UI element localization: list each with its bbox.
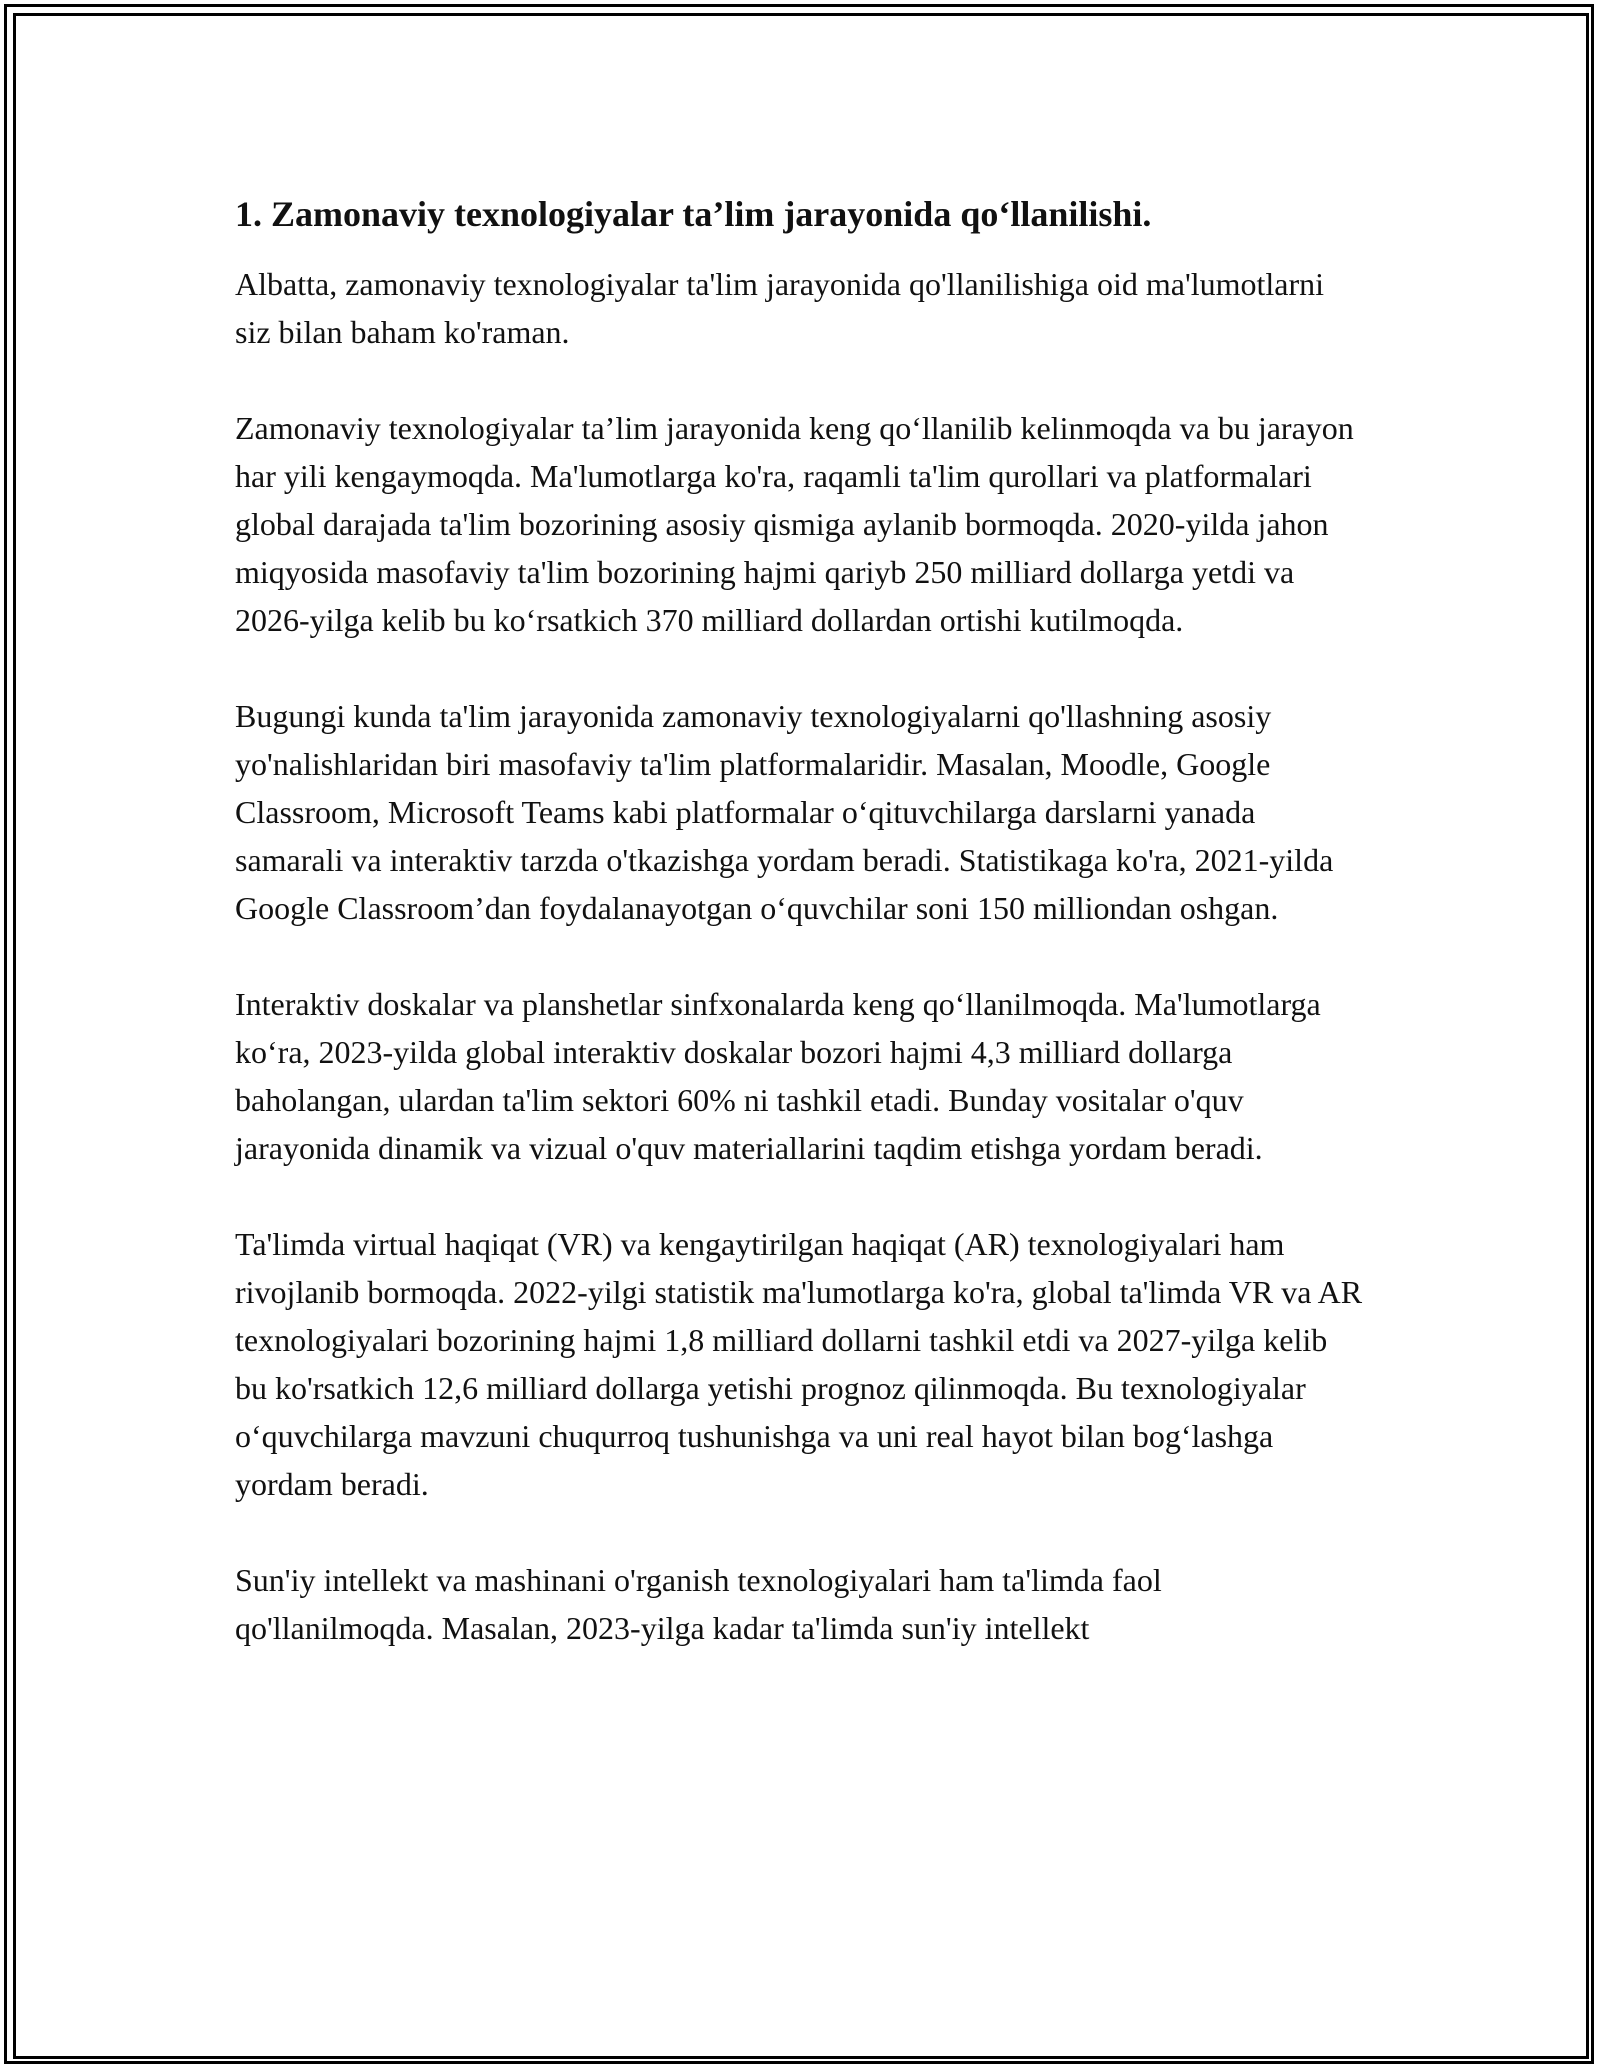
paragraph-interactive-boards: Interaktiv doskalar va planshetlar sinfxonalarda keng qo‘llanilmoqda. Ma'lumotlarga ko‘ra, 2023-yilda global interaktiv doskalar bozori hajmi 4,3 milliard dollarga baholangan, ulardan ta'lim sektori 60% ni tashkil etadi. Bunday vositalar o'quv jarayonida dinamik va vizual o'quv materiallarini taqdim etishga yordam beradi. (235, 986, 1321, 1166)
paragraph-ai: Sun'iy intellekt va mashinani o'rganish texnologiyalari ham ta'limda faol qo'llanilmoqda. Masalan, 2023-yilga kadar ta'limda sun'iy intellekt (235, 1562, 1162, 1646)
paragraph-distance-platforms: Bugungi kunda ta'lim jarayonida zamonaviy texnologiyalarni qo'llashning asosiy yo'nalishlaridan biri masofaviy ta'lim platformalaridir. Masalan, Moodle, Google Classroom, Microsoft Teams kabi platformalar o‘qituvchilarga darslarni yanada samarali va interaktiv tarzda o'tkazishga yordam beradi. Statistikaga ko'ra, 2021-yilda Google Classroom’dan foydalanayotgan o‘quvchilar soni 150 milliondan oshgan. (235, 698, 1334, 926)
document-title: 1. Zamonaviy texnologiyalar ta’lim jarayonida qo‘llanilishi. (235, 194, 1152, 234)
paragraph-vr-ar: Ta'limda virtual haqiqat (VR) va kengaytirilgan haqiqat (AR) texnologiyalari ham rivojlanib bormoqda. 2022-yilgi statistik ma'lumotlarga ko'ra, global ta'limda VR va AR texnologiyalari bozorining hajmi 1,8 milliard dollarni tashkil etdi va 2027-yilga kelib bu ko'rsatkich 12,6 milliard dollarga yetishi prognoz qilinmoqda. Bu texnologiyalar o‘quvchilarga mavzuni chuqurroq tushunishga va uni real hayot bilan bog‘lashga yordam beradi. (235, 1226, 1363, 1502)
document-body (235, 188, 1365, 1652)
paragraph-market-growth: Zamonaviy texnologiyalar ta’lim jarayonida keng qo‘llanilib kelinmoqda va bu jarayon har yili kengaymoqda. Ma'lumotlarga ko'ra, raqamli ta'lim qurollari va platformalari global darajada ta'lim bozorining asosiy qismiga aylanib bormoqda. 2020-yilda jahon miqyosida masofaviy ta'lim bozorining hajmi qariyb 250 milliard dollarga yetdi va 2026-yilga kelib bu ko‘rsatkich 370 milliard dollardan ortishi kutilmoqda. (235, 410, 1354, 638)
paragraph-intro: Albatta, zamonaviy texnologiyalar ta'lim jarayonida qo'llanilishiga oid ma'lumotlarni siz bilan baham ko'raman. (235, 266, 1325, 350)
